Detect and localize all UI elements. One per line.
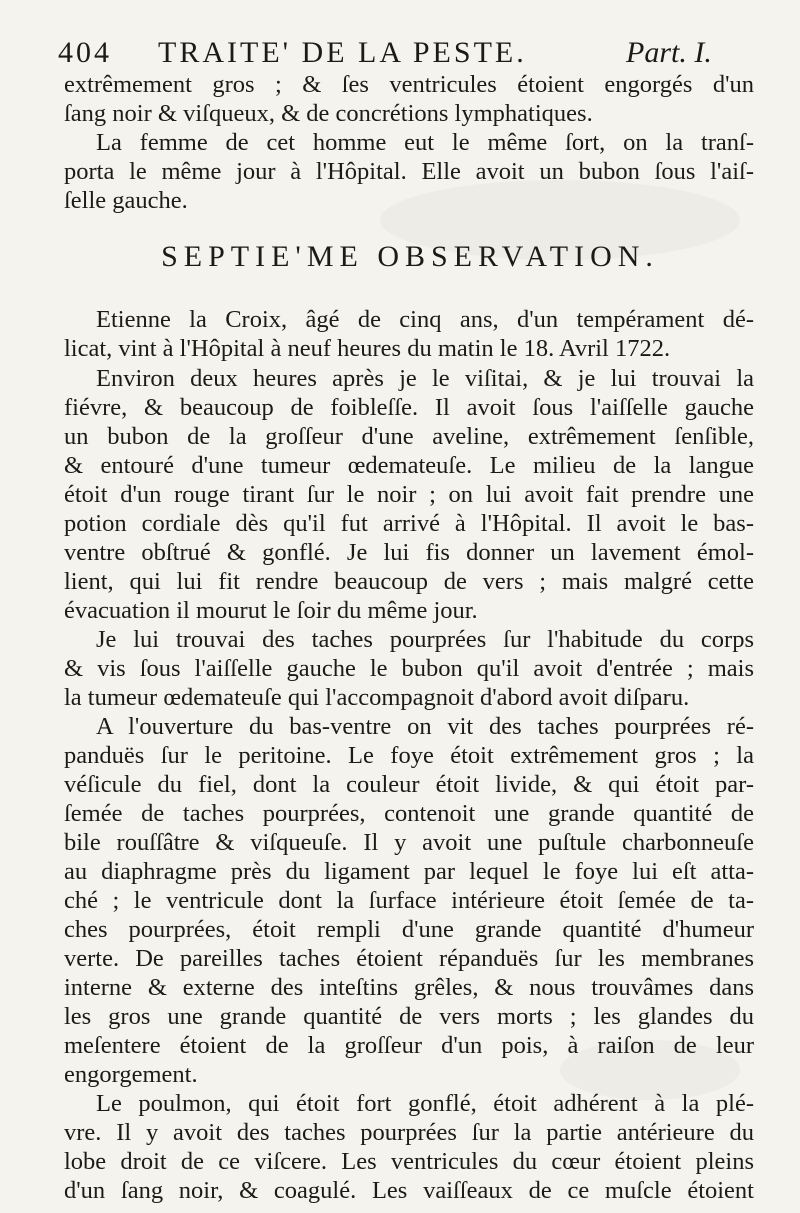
text-line: étoit d'un rouge tirant ſur le noir ; on lui avoit fait prendre une (64, 481, 754, 508)
text-line: ſang noir & viſqueux, & de concrétions lymphatiques. (64, 100, 593, 127)
running-header (58, 36, 758, 74)
part-label: Part. I. (626, 36, 712, 69)
running-title: TRAITE' DE LA PESTE. (158, 36, 527, 69)
text-line: & vis ſous l'aiſſelle gauche le bubon qu'il avoit d'entrée ; mais (64, 655, 754, 682)
text-line: A l'ouverture du bas-ventre on vit des taches pourprées ré- (96, 713, 754, 740)
text-line: potion cordiale dès qu'il fut arrivé à l'Hôpital. Il avoit le bas- (64, 510, 754, 537)
text-line: La femme de cet homme eut le même ſort, on la tranſ- (96, 129, 754, 156)
text-line: au diaphragme près du ligament par lequel le foye lui eſt atta- (64, 858, 754, 885)
section-title: SEPTIE'ME OBSERVATION. (161, 240, 659, 273)
text-line: panduës ſur le peritoine. Le foye étoit extrêmement gros ; la (64, 742, 754, 769)
text-line: Environ deux heures après je le viſitai, & je lui trouvai la (96, 365, 754, 392)
text-line: Etienne la Croix, âgé de cinq ans, d'un tempérament dé- (96, 306, 754, 333)
text-line: véſicule du fiel, dont la couleur étoit livide, & qui étoit par- (64, 771, 754, 798)
text-line: fiévre, & beaucoup de foibleſſe. Il avoit ſous l'aiſſelle gauche (64, 394, 754, 421)
text-line: un bubon de la groſſeur d'une aveline, extrêmement ſenſible, (64, 423, 754, 450)
text-line: ventre obſtrué & gonflé. Je lui fis donner un lavement émol- (64, 539, 754, 566)
text-line: la tumeur œdemateuſe qui l'accompagnoit d'abord avoit diſparu. (64, 684, 690, 711)
text-line: les gros une grande quantité de vers morts ; les glandes du (64, 1003, 754, 1030)
text-line: ſemée de taches pourprées, contenoit une grande quantité de (64, 800, 754, 827)
text-line: engorgement. (64, 1061, 198, 1088)
text-line: meſentere étoient de la groſſeur d'un pois, à raiſon de leur (64, 1032, 754, 1059)
text-line: licat, vint à l'Hôpital à neuf heures du matin le 18. Avril 1722. (64, 335, 671, 362)
text-line: ſelle gauche. (64, 187, 188, 214)
text-line: Je lui trouvai des taches pourprées ſur l'habitude du corps (96, 626, 754, 653)
page-number: 404 (58, 36, 112, 69)
text-line: bile rouſſâtre & viſqueuſe. Il y avoit une puſtule charbonneuſe (64, 829, 754, 856)
text-line: lient, qui lui fit rendre beaucoup de vers ; mais malgré cette (64, 568, 754, 595)
text-line: ches pourprées, étoit rempli d'une grande quantité d'humeur (64, 916, 754, 943)
text-line: extrêmement gros ; & ſes ventricules étoient engorgés d'un (64, 71, 754, 98)
text-line: Le poulmon, qui étoit fort gonflé, étoit adhérent à la plé- (96, 1090, 754, 1117)
text-line: lobe droit de ce viſcere. Les ventricules du cœur étoient pleins (64, 1148, 754, 1175)
text-line: & entouré d'une tumeur œdemateuſe. Le milieu de la langue (64, 452, 754, 479)
text-line: évacuation il mourut le ſoir du même jour. (64, 597, 478, 624)
text-line: interne & externe des inteſtins grêles, & nous trouvâmes dans (64, 974, 754, 1001)
text-line: verte. De pareilles taches étoient répanduës ſur les membranes (64, 945, 754, 972)
text-line: d'un ſang noir, & coagulé. Les vaiſſeaux de ce muſcle étoient (64, 1177, 754, 1204)
text-line: ché ; le ventricule dont la ſurface intérieure étoit ſemée de ta- (64, 887, 754, 914)
text-line: vre. Il y avoit des taches pourprées ſur la partie antérieure du (64, 1119, 754, 1146)
text-line: porta le même jour à l'Hôpital. Elle avoit un bubon ſous l'aiſ- (64, 158, 754, 185)
